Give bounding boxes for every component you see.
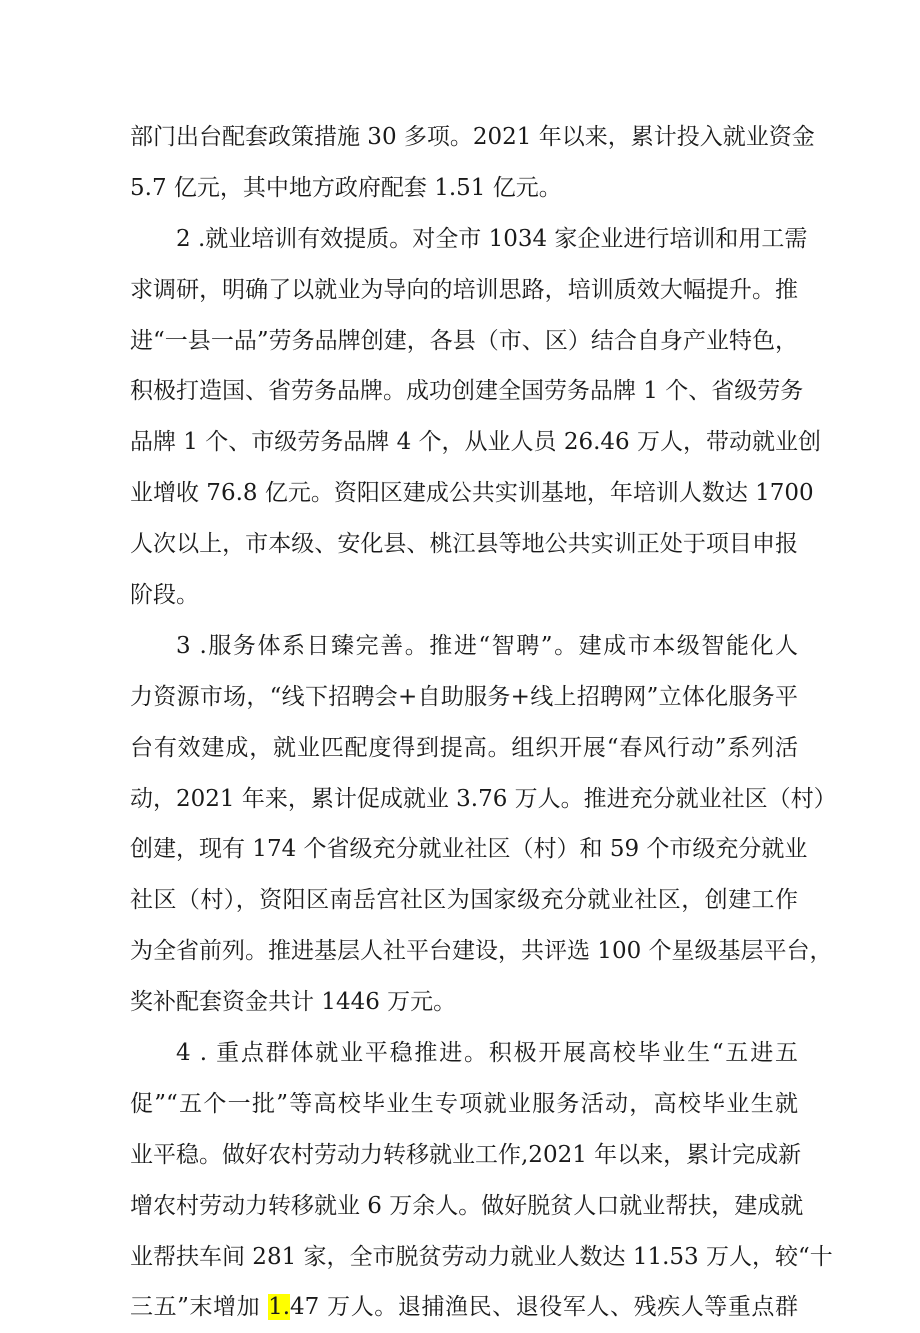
text-line: 业增收 76.8 亿元。资阳区建成公共实训基地，年培训人数达 1700 [130,480,814,507]
text-line: 为全省前列。推进基层人社平台建设，共评选 100 个星级基层平台， [130,938,833,965]
text-line: 阶段。 [130,582,199,609]
text-line: 动，2021 年来，累计促成就业 3.76 万人。推进充分就业社区（村） [130,785,837,812]
text-line: 力资源市场，“线下招聘会+自助服务+线上招聘网”立体化服务平 [130,683,798,710]
text-line: 社区（村），资阳区南岳宫社区为国家级充分就业社区，创建工作 [130,887,798,914]
text-line: 台有效建成，就业匹配度得到提高。组织开展“春风行动”系列活 [130,734,798,761]
text-line: 业帮扶车间 281 家，全市脱贫劳动力就业人数达 11.53 万人，较“十 [130,1243,833,1270]
text-line: 进“一县一品”劳务品牌创建，各县（市、区）结合自身产业特色， [130,327,798,354]
text-line-highlighted [130,1282,798,1333]
paragraph-key-groups [130,1028,833,1333]
document-body [130,112,837,1333]
text-line: 促”“五个一批”等高校毕业生专项就业服务活动，高校毕业生就 [130,1090,798,1117]
text-line: 2 .就业培训有效提质。对全市 1034 家企业进行培训和用工需 [176,225,808,252]
highlighted-text: 1. [268,1294,291,1321]
text-line: 5.7 亿元，其中地方政府配套 1.51 亿元。 [130,174,562,201]
text-line: 业平稳。做好农村劳动力转移就业工作,2021 年以来，累计完成新 [130,1141,802,1168]
text-line: 3 .服务体系日臻完善。推进“智聘”。建成市本级智能化人 [176,632,798,659]
paragraph-training [130,214,821,621]
text-segment: 47 万人。退捕渔民、退役军人、残疾人等重点群 [290,1294,798,1321]
text-segment: 三五”末增加 [130,1294,269,1321]
text-line: 部门出台配套政策措施 30 多项。2021 年以来，累计投入就业资金 [130,124,815,150]
text-line: 4 . 重点群体就业平稳推进。积极开展高校毕业生“五进五 [176,1040,798,1067]
text-line: 积极打造国、省劳务品牌。成功创建全国劳务品牌 1 个、省级劳务 [130,378,804,405]
text-line: 增农村劳动力转移就业 6 万余人。做好脱贫人口就业帮扶，建成就 [130,1192,804,1219]
text-line: 品牌 1 个、市级劳务品牌 4 个，从业人员 26.46 万人，带动就业创 [130,429,821,456]
paragraph-service-system [130,621,837,1028]
text-line: 创建，现有 174 个省级充分就业社区（村）和 59 个市级充分就业 [130,836,808,863]
text-line: 奖补配套资金共计 1446 万元。 [130,989,457,1016]
text-line: 人次以上，市本级、安化县、桃江县等地公共实训正处于项目申报 [130,531,798,558]
text-line: 求调研，明确了以就业为导向的培训思路，培训质效大幅提升。推 [130,276,798,303]
paragraph-policy-funding [130,112,815,214]
